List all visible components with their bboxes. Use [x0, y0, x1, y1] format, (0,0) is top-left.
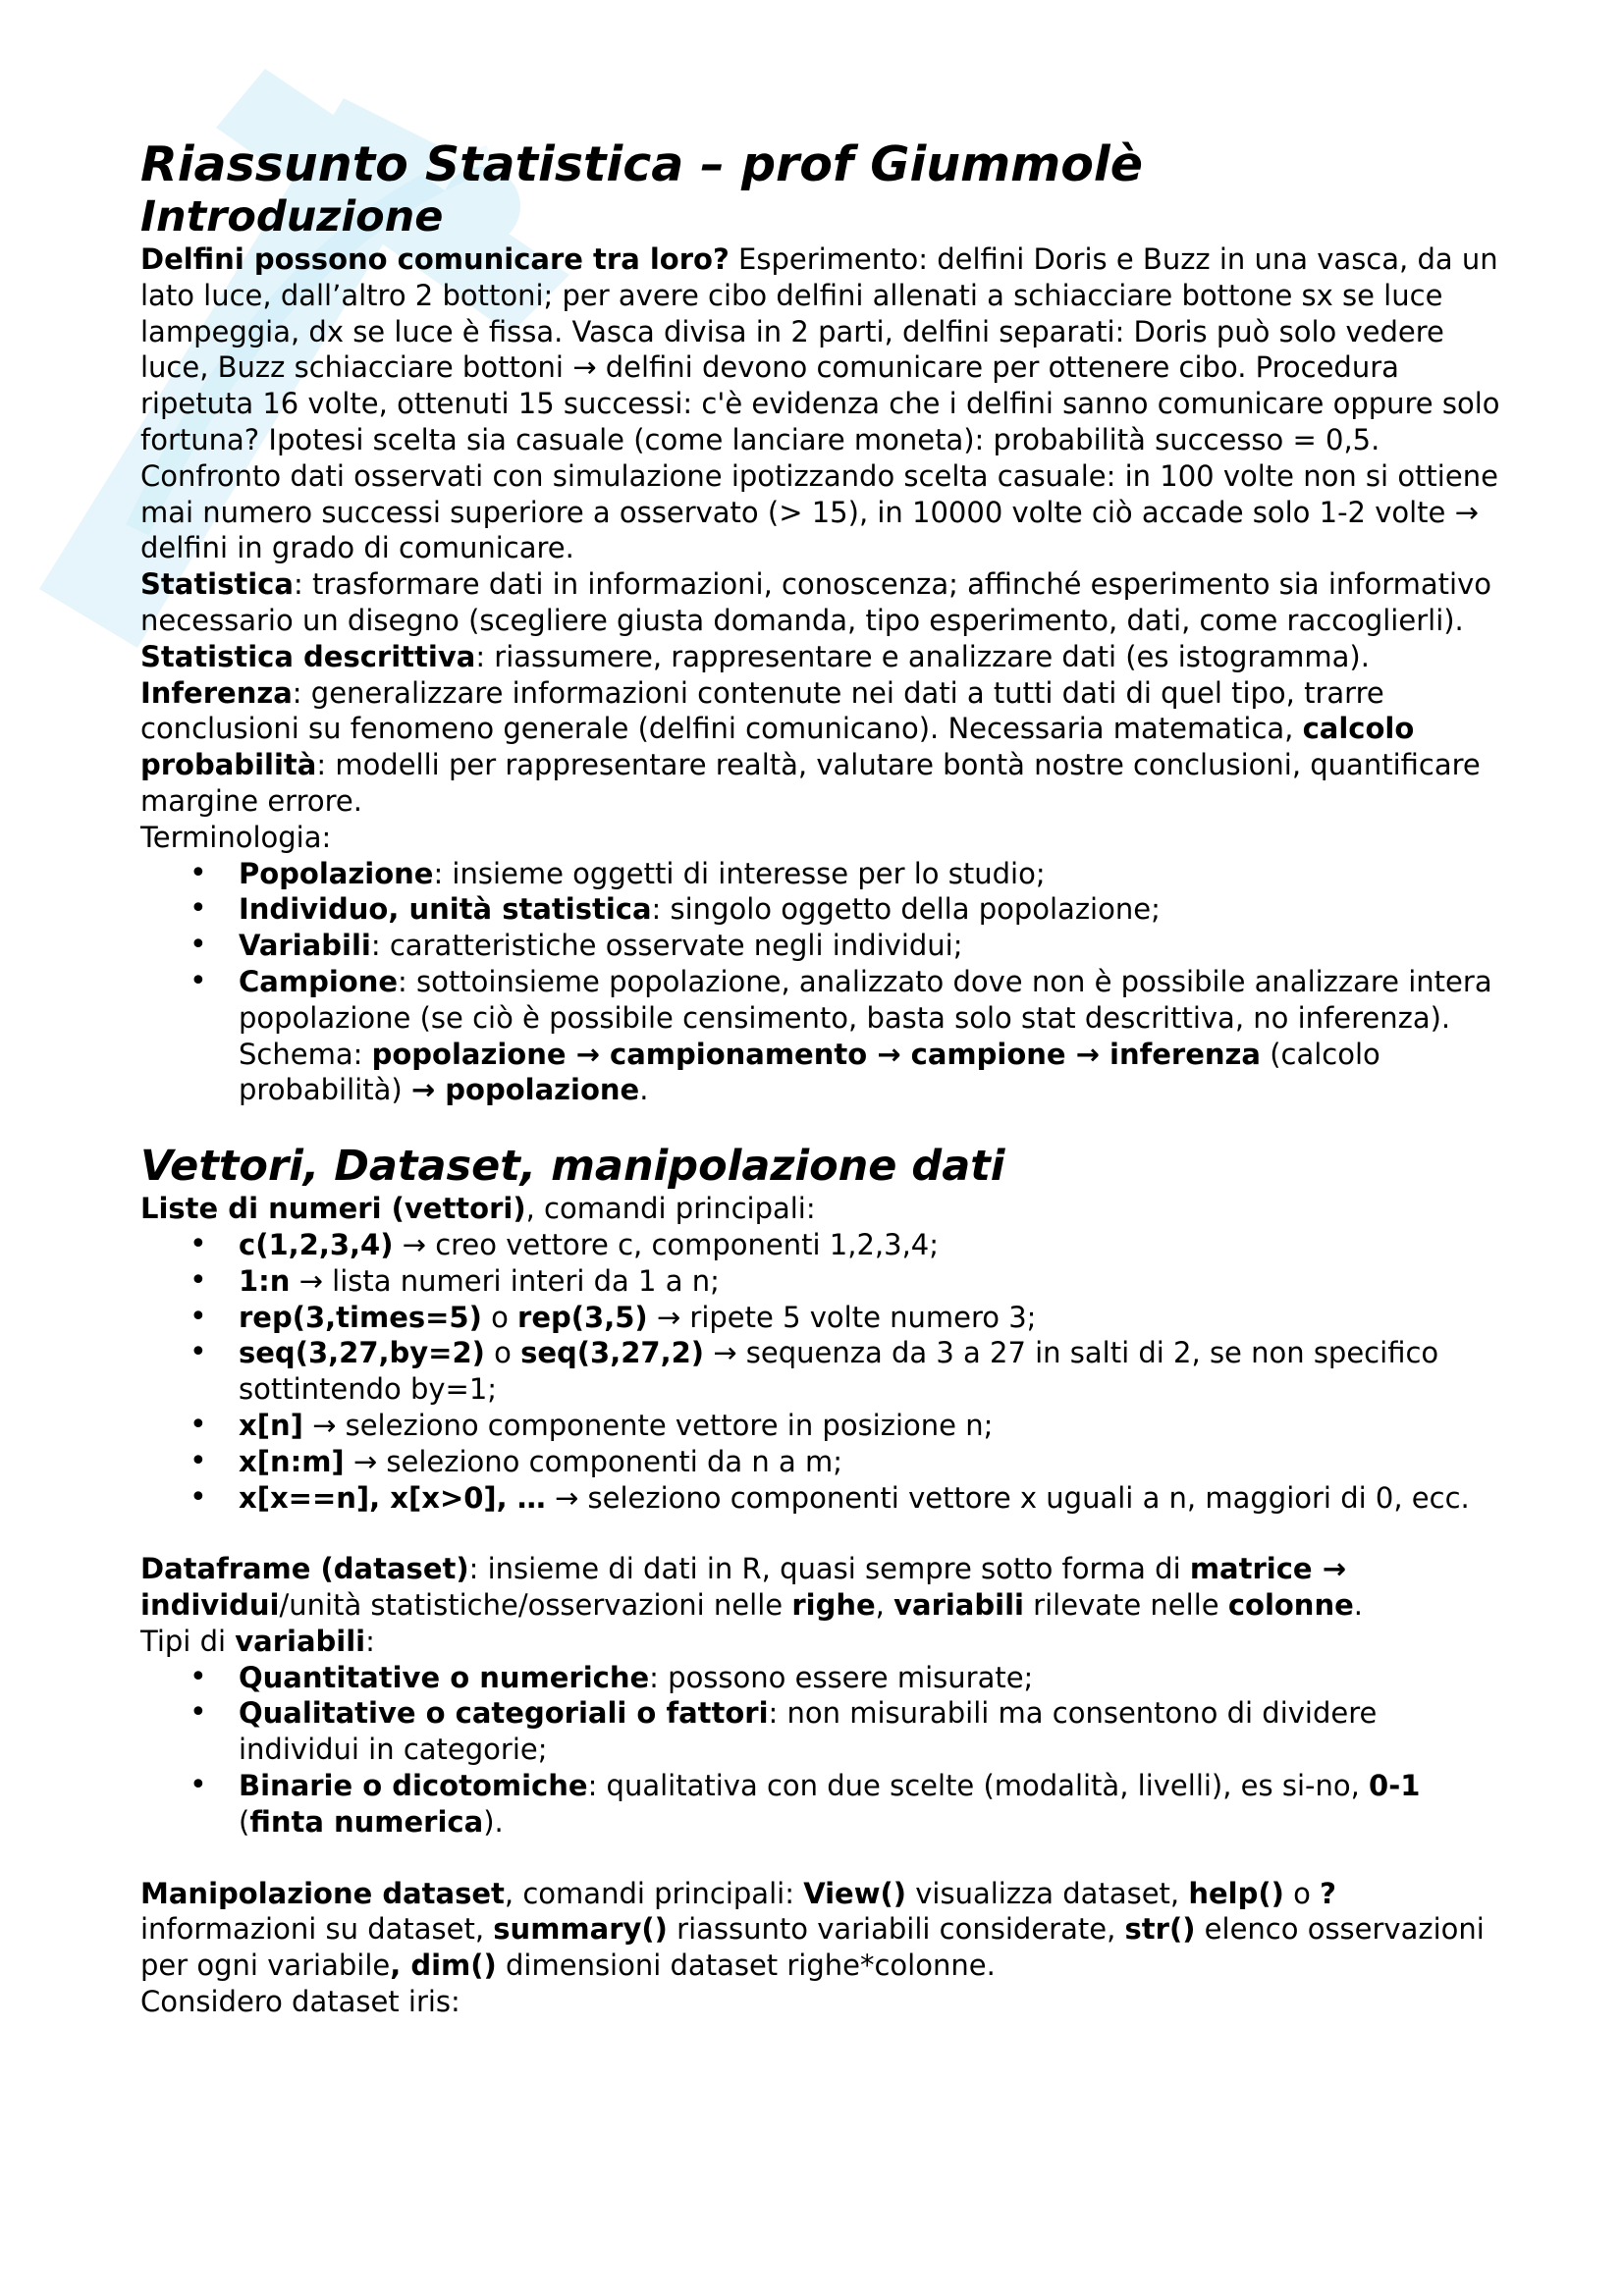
schema-bold: popolazione → campionamento → campione → inferenza [371, 1037, 1261, 1071]
bold-term: individui [140, 1588, 280, 1623]
bold-term: calcolo probabilità [140, 712, 1415, 782]
paragraph-text: dimensioni dataset righe*colonne. [496, 1949, 996, 1983]
list-item [239, 1335, 1505, 1408]
terminology-list [140, 856, 1505, 1109]
bold-term: Variabili [239, 929, 371, 963]
terminology-label: Terminologia: [140, 820, 332, 854]
bold-term: colonne [1227, 1588, 1354, 1623]
paragraph-text: elenco osservazioni per ogni variabile [140, 1912, 1485, 1983]
schema-bold: → popolazione [410, 1073, 640, 1107]
types-label [140, 1624, 1505, 1660]
item-text: → lista numeri interi da 1 a n; [290, 1263, 720, 1298]
command: seq(3,27,by=2) [239, 1336, 485, 1370]
bold-term: Individuo [239, 892, 389, 927]
paragraph-text: : trasformare dati in informazioni, conoscenza; affinché esperimento sia informativo necessario un disegno (scegliere giusta domanda, tipo esperimento, dati, come raccoglierli). [140, 567, 1491, 637]
paragraph-text: : riassumere, rappresentare e analizzare dati (es istogramma). [475, 639, 1370, 673]
list-item [239, 1444, 1505, 1480]
paragraph-text: o [1283, 1876, 1321, 1910]
bold-term: Liste di numeri (vettori) [140, 1192, 526, 1226]
schema-text: . [639, 1073, 649, 1107]
paragraph-text: informazioni su dataset, [140, 1912, 494, 1947]
command: x[n:m] [239, 1444, 345, 1478]
item-text: → seleziono componente vettore in posizione n; [302, 1408, 994, 1442]
bold-sep: , [388, 892, 409, 927]
paragraph-text: , comandi principali: [504, 1876, 804, 1910]
command: 1:n [239, 1263, 291, 1298]
bold-term: Inferenza [140, 675, 293, 710]
document-title: Riassunto Statistica – prof Giummolè [140, 136, 1143, 192]
paragraph-text: : generalizzare informazioni contenute nei dati a tutti dati di quel tipo, trarre conclusioni su fenomeno generale (delfini comunicano). Necessaria matematica, [140, 675, 1384, 746]
schema-text: (calcolo probabilità) [239, 1037, 1380, 1107]
bold-term: Quantitative o numeriche [239, 1660, 650, 1694]
paragraph-text: /unità statistiche/osservazioni nelle [279, 1588, 792, 1623]
paragraph-text: , [875, 1588, 894, 1623]
bold-term: righe [791, 1588, 876, 1623]
item-text: o [481, 1300, 518, 1334]
item-text: : sottoinsieme popolazione, analizzato dove non è possibile analizzare intera popolazione (se ciò è possibile censimento, basta solo stat descrittiva, no inferenza). Schema: [239, 964, 1492, 1071]
item-text: → sequenza da 3 a 27 in salti di 2, se non specifico sottintendo by=1; [239, 1336, 1439, 1407]
command: str() [1124, 1912, 1196, 1947]
bold-term: matrice → [1189, 1552, 1346, 1586]
command: summary() [493, 1912, 668, 1947]
bold-term: Qualitative o categoriali o fattori [239, 1696, 769, 1731]
spacer [140, 1841, 1505, 1876]
bold-term: Statistica descrittiva [140, 639, 476, 673]
vectors-intro [140, 1191, 1505, 1227]
bold-term: Manipolazione dataset [140, 1876, 505, 1910]
paragraph-inferenza [140, 675, 1505, 820]
bold-term: unità statistica [408, 892, 652, 927]
bold-term: Dataframe (dataset) [140, 1552, 469, 1586]
item-text: o [484, 1336, 521, 1370]
command: seq(3,27,2) [520, 1336, 705, 1370]
bold-term: variabili [235, 1624, 366, 1658]
item-text: : caratteristiche osservate negli individui; [370, 929, 963, 963]
bold-term: 0-1 [1369, 1769, 1421, 1803]
paragraph-text: visualizza dataset, [906, 1876, 1189, 1910]
command: ? [1320, 1876, 1336, 1910]
command: rep(3,times=5) [239, 1300, 482, 1334]
command: rep(3,5) [517, 1300, 648, 1334]
variable-types-list [140, 1660, 1505, 1841]
bold-term: finta numerica [249, 1804, 484, 1839]
spacer [140, 1516, 1505, 1551]
list-item [239, 1300, 1505, 1336]
paragraph-text: Esperimento: delfini Doris e Buzz in una vasca, da un lato luce, dall’altro 2 bottoni; per avere cibo delfini allenati a schiacciare bottone sx se luce lampeggia, dx se luce è fissa. Vasca divisa in 2 parti, delfini separati: Doris può solo vedere luce, Buzz schiacciare bottoni → delfini devono comunicare per ottenere cibo. Procedura ripetuta 16 volte, ottenuti 15 successi: c'è evidenza che i delfini sanno comunicare oppure solo fortuna? Ipotesi scelta sia casuale (come lanciare moneta): probabilità successo = 0,5. Confronto dati osservati con simulazione ipotizzando scelta casuale: in 100 volte non si ottiene mai numero successi superiore a osservato (> 15), in 10000 volte ciò accade solo 1-2 volte → delfini in grado di comunicare. [140, 242, 1500, 565]
item-text: → ripete 5 volte numero 3; [647, 1300, 1037, 1334]
command: x[n] [239, 1408, 303, 1442]
bold-term: Popolazione [239, 856, 434, 890]
bold-term: Campione [239, 964, 399, 998]
item-text: : singolo oggetto della popolazione; [651, 892, 1161, 927]
list-item [239, 964, 1505, 1108]
command: View() [803, 1876, 907, 1910]
document-page [140, 137, 1505, 2020]
item-text: : insieme oggetti di interesse per lo studio; [433, 856, 1046, 890]
item-text: → seleziono componenti vettore x uguali a n, maggiori di 0, ecc. [545, 1480, 1470, 1515]
paragraph-text: : modelli per rappresentare realtà, valutare bontà nostre conclusioni, quantificare margine errore. [140, 748, 1481, 818]
section-heading-introduzione: Introduzione [140, 192, 444, 241]
bold-term: Statistica [140, 567, 294, 602]
list-item [239, 1660, 1505, 1696]
list-item [239, 928, 1505, 964]
paragraph-text: : insieme di dati in R, quasi sempre sotto forma di [468, 1552, 1190, 1586]
paragraph-statistica [140, 566, 1505, 674]
list-item [239, 1408, 1505, 1444]
paragraph-text: . [1353, 1588, 1363, 1623]
list-item [239, 891, 1505, 928]
list-item [239, 1768, 1505, 1841]
vector-commands-list [140, 1227, 1505, 1516]
command: , dim() [390, 1949, 497, 1983]
section-heading-vettori: Vettori, Dataset, manipolazione dati [140, 1142, 1005, 1192]
bold-term: variabili [893, 1588, 1024, 1623]
list-item [239, 1695, 1505, 1768]
item-text: : possono essere misurate; [649, 1660, 1034, 1694]
item-text: ( [239, 1804, 250, 1839]
command: x[x==n], x[x>0], … [239, 1480, 546, 1515]
paragraph-text: , comandi principali: [525, 1192, 816, 1226]
paragraph-text: riassunto variabili considerate, [667, 1912, 1125, 1947]
list-item [239, 1227, 1505, 1263]
list-item [239, 1263, 1505, 1300]
item-text: → creo vettore c, componenti 1,2,3,4; [393, 1227, 940, 1261]
closing-line: Considero dataset iris: [140, 1985, 460, 2019]
bold-term: Delfini possono comunicare tra loro? [140, 242, 730, 276]
command: help() [1188, 1876, 1284, 1910]
paragraph-text: Tipi di [140, 1624, 236, 1658]
list-item [239, 856, 1505, 892]
command: c(1,2,3,4) [239, 1227, 394, 1261]
paragraph-dataframe [140, 1551, 1505, 1624]
paragraph-text: rilevate nelle [1023, 1588, 1228, 1623]
item-text: → seleziono componenti da n a m; [344, 1444, 842, 1478]
paragraph-delfini [140, 241, 1505, 566]
paragraph-manipolazione [140, 1876, 1505, 1984]
item-text: : non misurabili ma consentono di dividere individui in categorie; [239, 1696, 1378, 1767]
item-text: : qualitativa con due scelte (modalità, livelli), es si-no, [587, 1769, 1370, 1803]
item-text: ). [483, 1804, 504, 1839]
bold-term: Binarie o dicotomiche [239, 1769, 588, 1803]
paragraph-text: : [365, 1624, 375, 1658]
list-item [239, 1480, 1505, 1517]
